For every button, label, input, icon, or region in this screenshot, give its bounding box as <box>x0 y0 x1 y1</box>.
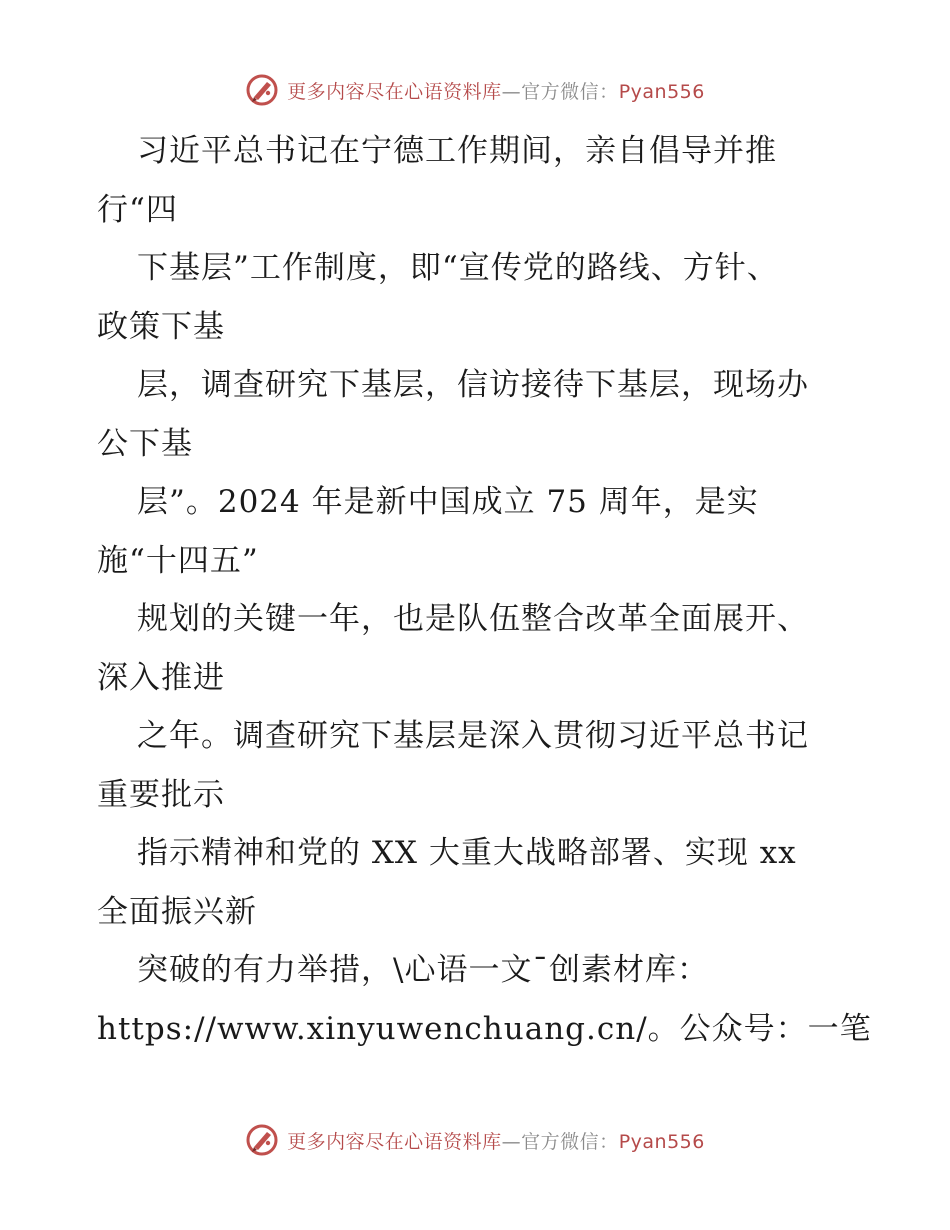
text-line: 习近平总书记在宁德工作期间，亲自倡导并推 <box>137 133 777 169</box>
text-line: 层”。2024 年是新中国成立 75 周年，是实 <box>137 484 759 520</box>
text-line: 重要批示 <box>97 776 225 813</box>
watermark-official-label: 官方微信： <box>521 80 619 103</box>
text-line: 下基层”工作制度，即“宣传党的路线、方针、 <box>137 250 779 286</box>
watermark-text <box>287 77 705 104</box>
pen-logo-icon <box>245 1123 279 1157</box>
text-line: 深入推进 <box>97 659 225 696</box>
watermark-separator: — <box>501 80 522 103</box>
text-line: 层，调查研究下基层，信访接待下基层，现场办 <box>137 367 809 403</box>
watermark-brand: 更多内容尽在心语资料库 <box>287 1130 502 1153</box>
watermark-account: Pyan556 <box>618 80 705 103</box>
watermark-text <box>287 1127 705 1154</box>
document-body <box>97 122 897 1058</box>
text-line: 施“十四五” <box>97 542 259 579</box>
watermark-brand: 更多内容尽在心语资料库 <box>287 80 502 103</box>
footer-watermark <box>0 1120 950 1160</box>
text-line: 全面振兴新 <box>97 893 257 930</box>
text-line: 政策下基 <box>97 308 225 345</box>
header-watermark <box>0 70 950 110</box>
text-line: 公下基 <box>97 425 193 462</box>
pen-logo-icon <box>245 73 279 107</box>
watermark-separator: — <box>501 1130 522 1153</box>
watermark-account: Pyan556 <box>618 1130 705 1153</box>
text-line: 规划的关键一年，也是队伍整合改革全面展开、 <box>137 601 809 637</box>
watermark-official-label: 官方微信： <box>521 1130 619 1153</box>
text-line: 之年。调查研究下基层是深入贯彻习近平总书记 <box>137 718 809 754</box>
text-line: 行“四 <box>97 191 178 228</box>
text-line: 突破的有力举措，\心语一文¯创素材库： <box>137 952 709 988</box>
text-line: 指示精神和党的 XX 大重大战略部署、实现 xx <box>137 835 797 871</box>
text-line: https://www.xinyuwenchuang.cn/。公众号：一笔 <box>97 1010 872 1047</box>
